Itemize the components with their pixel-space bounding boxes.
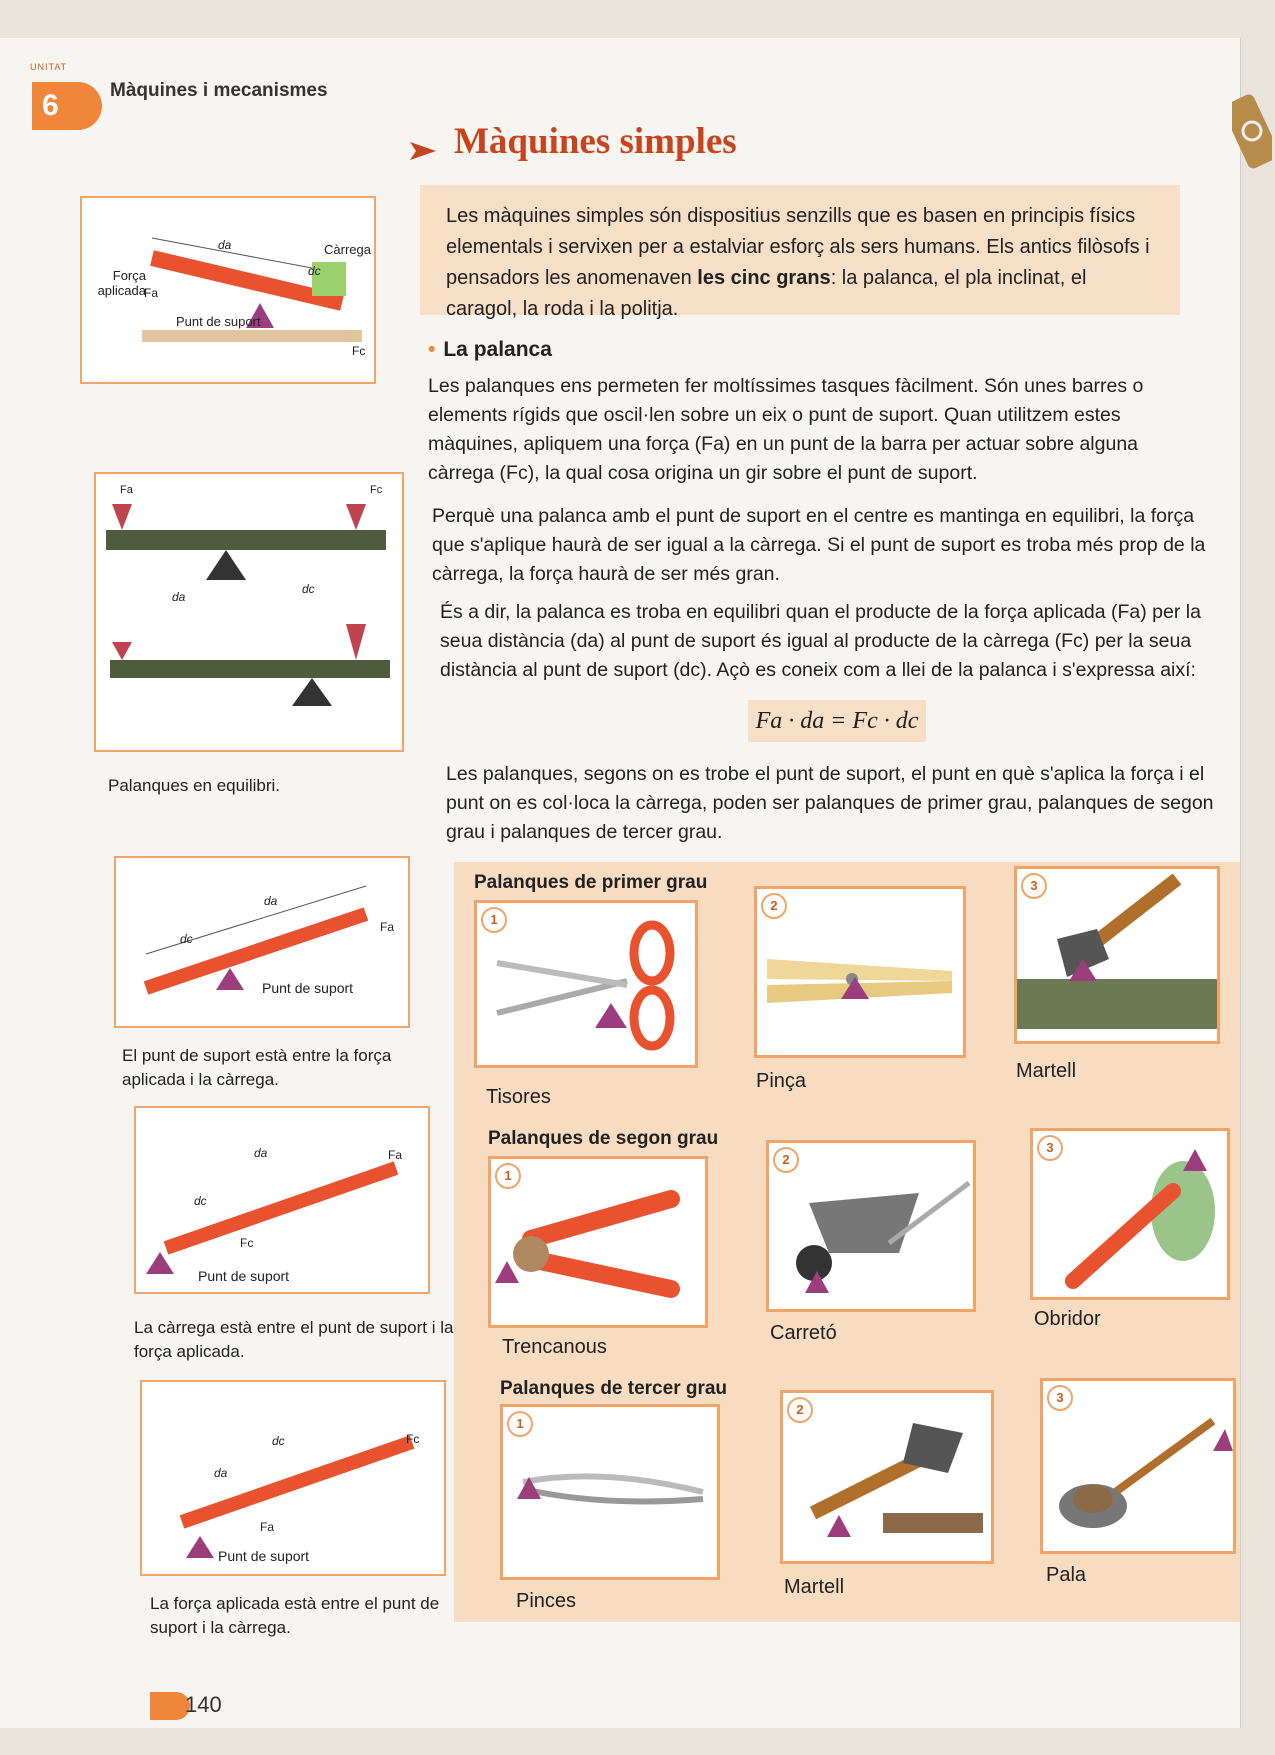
- fig2-fc-label: Fc: [370, 484, 383, 496]
- lever-diagram-5-svg: [142, 1382, 444, 1574]
- shovel-icon: [1043, 1381, 1233, 1551]
- tool-number: 1: [507, 1411, 533, 1437]
- fig2-caption: Palanques en equilibri.: [108, 776, 281, 795]
- fig1-support-label: Punt de suport: [176, 314, 261, 329]
- tool-card-trencanous: [488, 1156, 708, 1328]
- lever-law-formula: Fa · da = Fc · dc: [748, 700, 926, 742]
- tool-number: 2: [787, 1397, 813, 1423]
- lever-diagram-5: [140, 1380, 446, 1576]
- unit-title: Màquines i mecanismes: [110, 80, 328, 101]
- fig1-load-label: Càrrega: [324, 242, 371, 257]
- tweezers-icon: [503, 1407, 717, 1577]
- tool-card-pala: [1040, 1378, 1236, 1554]
- bullet-icon: •: [428, 338, 436, 361]
- fig3-caption: El punt de suport està entre la força aplicada i la càrrega.: [122, 1046, 392, 1089]
- fig5-dc-label: dc: [272, 1434, 285, 1448]
- tool-card-pinca: [754, 886, 966, 1058]
- tool-label-martell-1: Martell: [1016, 1060, 1077, 1082]
- unit-number: 6: [32, 82, 102, 130]
- tool-number: 3: [1021, 873, 1047, 899]
- fig5-fa-label: Fa: [260, 1520, 275, 1534]
- lever-diagram-1: [80, 196, 376, 384]
- palanca-heading: [428, 338, 552, 362]
- fig1-da-label: da: [218, 238, 232, 252]
- tool-label-carreto: Carretó: [770, 1322, 837, 1344]
- fig5-fc-label: Fc: [406, 1432, 420, 1446]
- tool-card-tisores: [474, 900, 698, 1068]
- palanca-p4: Les palanques, segons on es trobe el punt de suport, el punt en què s'aplica la força i el punt on es col·loca la càrrega, poden ser palanques de primer grau, palanques de segon grau i palanques de tercer grau.: [446, 763, 1214, 843]
- paperclip-icon: [1232, 86, 1272, 176]
- lever-diagram-2: [94, 472, 404, 752]
- lever-diagram-4: [134, 1106, 430, 1294]
- page-number-tab: [150, 1692, 190, 1720]
- claw-hammer-icon: [1017, 869, 1217, 1041]
- tool-card-obridor: [1030, 1128, 1230, 1300]
- lever-diagram-3: [114, 856, 410, 1028]
- palanca-p1: Les palanques ens permeten fer moltíssimes tasques fàcilment. Són unes barres o elements rígids que oscil·len sobre un eix o punt de suport. Quan utilitzem estes màquines, apliquem una força (Fa) en un punt de la barra per actuar sobre alguna càrrega (Fc), la qual cosa origina un gir sobre el punt de suport.: [428, 375, 1144, 484]
- tool-number: 3: [1037, 1135, 1063, 1161]
- clothespin-icon: [757, 889, 963, 1055]
- lever-diagram-4-svg: [136, 1108, 428, 1292]
- third-grade-title: Palanques de tercer grau: [500, 1378, 728, 1399]
- fig1-dc-label: dc: [308, 264, 321, 278]
- palanca-heading-text: La palanca: [443, 338, 552, 361]
- first-grade-title: Palanques de primer grau: [474, 872, 708, 893]
- tool-card-martell-1: [1014, 866, 1220, 1044]
- fig4-fc-label: Fc: [240, 1236, 254, 1250]
- tool-label-tisores: Tisores: [486, 1086, 551, 1108]
- tool-number: 1: [481, 907, 507, 933]
- fig5-support-label: Punt de suport: [218, 1548, 310, 1564]
- fig3-da-label: da: [264, 894, 278, 908]
- fig4-da-label: da: [254, 1146, 268, 1160]
- unit-tag: UNITAT: [30, 62, 68, 72]
- fig4-caption: La càrrega està entre el punt de suport i la força aplicada.: [134, 1318, 454, 1361]
- bottle-opener-icon: [1033, 1131, 1227, 1297]
- tool-number: 3: [1047, 1385, 1073, 1411]
- fig1-fa-label: Fa: [144, 286, 159, 300]
- tool-number: 2: [761, 893, 787, 919]
- tool-label-pinca: Pinça: [756, 1070, 807, 1092]
- fig2-dc-label: dc: [302, 582, 315, 596]
- nutcracker-icon: [491, 1159, 705, 1325]
- hammer-icon: [783, 1393, 991, 1561]
- tool-label-trencanous: Trencanous: [502, 1336, 607, 1358]
- lever-diagram-2-svg: [96, 474, 402, 750]
- fig4-fa-label: Fa: [388, 1148, 403, 1162]
- page-number: 140: [185, 1692, 222, 1717]
- tool-card-martell-2: [780, 1390, 994, 1564]
- fig4-support-label: Punt de suport: [198, 1268, 290, 1284]
- fig3-fa-label: Fa: [380, 920, 395, 934]
- palanca-p3: És a dir, la palanca es troba en equilibri quan el producte de la força aplicada (Fa) per la seua distància (da) al punt de suport és igual al producte de la càrrega (Fc) per la seua distància al punt de suport (dc). Açò es coneix com a llei de la palanca i s'expressa així:: [440, 601, 1201, 681]
- title-arrow-icon: [410, 140, 438, 162]
- intro-bold: les cinc grans: [697, 267, 831, 289]
- section-title: Màquines simples: [454, 121, 737, 162]
- wheelbarrow-icon: [769, 1143, 973, 1309]
- fig5-da-label: da: [214, 1466, 228, 1480]
- fig1-force-label: Força aplicada: [97, 268, 146, 298]
- palanca-p2: Perquè una palanca amb el punt de suport en el centre es mantinga en equilibri, la força que s'aplique haurà de ser igual a la càrrega. Si el punt de suport es troba més prop de la càrrega, la força haurà de ser més gran.: [432, 505, 1206, 585]
- scissors-icon: [477, 903, 695, 1065]
- intro-box: [420, 185, 1180, 320]
- fig5-caption: La força aplicada està entre el punt de suport i la càrrega.: [150, 1594, 440, 1637]
- unit-badge: [24, 62, 106, 138]
- intro-text-b: : la palanca, el pla inclinat, el caragol, la roda i la politja.: [446, 267, 1087, 320]
- tool-label-pinces: Pinces: [516, 1590, 577, 1612]
- second-grade-title: Palanques de segon grau: [488, 1128, 719, 1149]
- lever-diagram-3-svg: [116, 858, 408, 1026]
- tool-label-martell-2: Martell: [784, 1576, 845, 1598]
- tool-number: 1: [495, 1163, 521, 1189]
- fig1-fc-label: Fc: [352, 344, 366, 358]
- tool-label-obridor: Obridor: [1034, 1308, 1101, 1330]
- tool-card-carreto: [766, 1140, 976, 1312]
- fig2-fa-label: Fa: [120, 484, 133, 496]
- fig3-dc-label: dc: [180, 932, 193, 946]
- fig4-dc-label: dc: [194, 1194, 207, 1208]
- intro-text-a: Les màquines simples són dispositius senzills que es basen en principis físics elementals i servixen per a estalviar esforç als sers humans. Els antics filòsofs i pensadors les anomenaven: [446, 205, 1150, 289]
- fig2-da-label: da: [172, 590, 186, 604]
- tool-label-pala: Pala: [1046, 1564, 1087, 1586]
- fig3-support-label: Punt de suport: [262, 980, 354, 996]
- tool-number: 2: [773, 1147, 799, 1173]
- tool-card-pinces: [500, 1404, 720, 1580]
